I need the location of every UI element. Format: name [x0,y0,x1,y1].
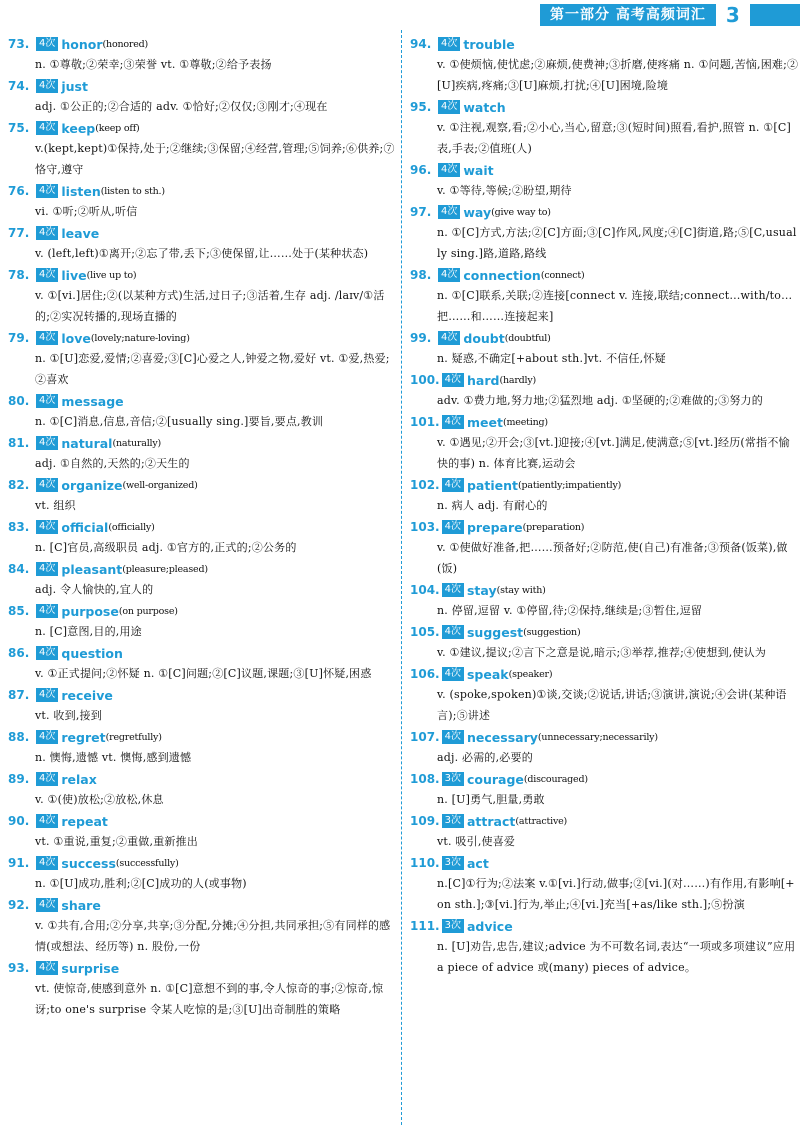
derivative-note: (naturally) [112,437,162,449]
definition: adj. ①自然的,天然的;②天生的 [35,457,190,470]
entry-number: 79. [8,331,30,345]
definition: v. ①使做好准备,把……预备好;②防范,使(自己)有准备;③预备(饭菜),做(饭) [437,541,788,575]
entry-number: 97. [410,205,432,219]
vocab-entry [8,118,398,180]
frequency-badge: 4次 [36,646,58,660]
entry-number: 73. [8,37,30,51]
entry-number: 82. [8,478,30,492]
entry-heading [410,202,800,222]
headword: courage [466,771,524,787]
entry-number: 85. [8,604,30,618]
entry-number: 78. [8,268,30,282]
frequency-badge: 4次 [36,520,58,534]
derivative-note: (honored) [102,38,149,50]
definition: v. ①共有,合用;②分享,共享;③分配,分摊;④分担,共同承担;⑤有同样的感情(或想法、经历等) n. 股份,一份 [35,919,391,953]
entry-number: 74. [8,79,30,93]
frequency-badge: 4次 [36,79,58,93]
headword: question [61,645,123,661]
frequency-badge: 4次 [442,373,464,387]
vocab-entry [410,34,800,96]
vocab-entry [410,916,800,978]
entry-number: 86. [8,646,30,660]
entry-number: 101. [410,415,440,429]
vocab-entry [410,328,800,369]
definition: n. ①[C]联系,关联;②连接[connect v. 连接,联结;connect…with/to…把……和……连接起来] [437,289,793,323]
definition: vt. ①重说,重复;②重做,重新推出 [35,835,198,848]
entry-heading [8,118,398,138]
headword: success [61,855,116,871]
entry-heading [8,958,398,978]
entry-number: 110. [410,856,440,870]
definition: n.[C]①行为;②法案 v.①[vi.]行动,做事;②[vi.](对……)有作用,有影响[+on sth.];③[vi.]行为,举止;④[vi.]充当[+as/like sth.];⑤扮演 [437,877,795,911]
vocab-entry [8,475,398,516]
entry-heading [8,643,398,663]
frequency-badge: 4次 [442,415,464,429]
entry-heading [410,328,800,348]
vocab-entry [8,265,398,327]
definition: v. ①注视,观察,看;②小心,当心,留意;③(短时间)照看,看护,照管 n. ①[C]表,手表;②值班(人) [437,121,791,155]
definition: n. 停留,逗留 v. ①停留,待;②保持,继续是;③暂住,逗留 [437,604,703,617]
definition: vt. 吸引,使喜爱 [437,835,516,848]
entry-number: 90. [8,814,30,828]
headword: repeat [61,813,108,829]
vocab-entry [410,370,800,411]
vocab-entry [410,622,800,663]
frequency-badge: 4次 [36,37,58,51]
frequency-badge: 4次 [36,730,58,744]
vocab-entry [410,769,800,810]
derivative-note: (meeting) [502,416,548,428]
headword: advice [466,918,513,934]
headword: wait [463,162,494,178]
frequency-badge: 4次 [36,562,58,576]
entry-number: 87. [8,688,30,702]
vocab-entry [8,958,398,1020]
entry-number: 80. [8,394,30,408]
vocab-entry [410,727,800,768]
definition: n. ①[C]方式,方法;②[C]方面;③[C]作风,风度;④[C]街道,路;⑤[C,usually sing.]路,道路,路线 [437,226,797,260]
derivative-note: (suggestion) [523,626,581,638]
entry-heading [8,391,398,411]
definition: vt. 使惊奇,使感到意外 n. ①[C]意想不到的事,令人惊奇的事;②惊奇,惊讶;to one's surprise 令某人吃惊的是;③[U]出奇制胜的策略 [35,982,384,1016]
entry-number: 99. [410,331,432,345]
frequency-badge: 4次 [36,394,58,408]
frequency-badge: 4次 [36,604,58,618]
definition: n. [U]勇气,胆量,勇敢 [437,793,545,806]
left-column [8,34,398,1021]
frequency-badge: 4次 [438,163,460,177]
entry-number: 89. [8,772,30,786]
definition: v. ①(使)放松;②放松,休息 [35,793,164,806]
entry-number: 75. [8,121,30,135]
headword: organize [61,477,123,493]
entry-heading [8,433,398,453]
entry-number: 111. [410,919,440,933]
page-number: 3 [725,3,740,27]
headword: necessary [466,729,538,745]
derivative-note: (live up to) [86,269,137,281]
headword: act [466,855,489,871]
frequency-badge: 4次 [36,688,58,702]
entry-heading [410,412,800,432]
vocab-entry [8,391,398,432]
entry-heading [410,727,800,747]
headword: honor [61,36,103,52]
derivative-note: (preparation) [522,521,585,533]
frequency-badge: 4次 [442,667,464,681]
derivative-note: (successfully) [115,857,179,869]
frequency-badge: 4次 [36,856,58,870]
entry-number: 106. [410,667,440,681]
vocab-entry [410,202,800,264]
entry-number: 92. [8,898,30,912]
definition: n. [C]意图,目的,用途 [35,625,142,638]
entry-number: 100. [410,373,440,387]
entry-heading [8,181,398,201]
derivative-note: (lovely;nature-loving) [90,332,190,344]
vocab-entry [8,811,398,852]
vocab-entry [8,769,398,810]
entry-number: 95. [410,100,432,114]
derivative-note: (pleasure;pleased) [122,563,208,575]
entry-number: 88. [8,730,30,744]
entry-heading [410,34,800,54]
vocab-entry [8,685,398,726]
definition: n. ①[U]成功,胜利;②[C]成功的人(或事物) [35,877,247,890]
definition: v.(kept,kept)①保持,处于;②继续;③保留;④经营,管理;⑤饲养;⑥供养;⑦恪守,遵守 [35,142,395,176]
derivative-note: (stay with) [496,584,546,596]
entry-number: 84. [8,562,30,576]
frequency-badge: 4次 [438,205,460,219]
entry-heading [8,853,398,873]
entry-heading [8,727,398,747]
derivative-note: (officially) [108,521,155,533]
derivative-note: (attractive) [515,815,568,827]
frequency-badge: 4次 [36,184,58,198]
headword: just [61,78,88,94]
definition: n. ①[U]恋爱,爱情;②喜爱;③[C]心爱之人,钟爱之物,爱好 vt. ①爱,热爱;②喜欢 [35,352,390,386]
entry-number: 103. [410,520,440,534]
entry-number: 107. [410,730,440,744]
entry-heading [8,559,398,579]
entry-heading [410,811,800,831]
definition: n. 疑惑,不确定[+about sth.]vt. 不信任,怀疑 [437,352,666,365]
derivative-note: (give way to) [491,206,551,218]
entry-heading [410,517,800,537]
headword: share [61,897,101,913]
frequency-badge: 4次 [36,226,58,240]
definition: n. ①尊敬;②荣幸;③荣誉 vt. ①尊敬;②给予表扬 [35,58,272,71]
definition: v. ①建议,提议;②言下之意是说,暗示;③举荐,推荐;④使想到,使认为 [437,646,767,659]
headword: patient [466,477,518,493]
headword: suggest [466,624,524,640]
frequency-badge: 4次 [442,583,464,597]
entry-number: 81. [8,436,30,450]
frequency-badge: 4次 [36,814,58,828]
vocab-entry [8,643,398,684]
headword: stay [466,582,497,598]
entry-number: 94. [410,37,432,51]
frequency-badge: 4次 [36,478,58,492]
frequency-badge: 4次 [438,37,460,51]
vocab-entry [410,97,800,159]
derivative-note: (well-organized) [122,479,198,491]
headword: keep [61,120,96,136]
derivative-note: (patiently;impatiently) [517,479,622,491]
headword: love [61,330,91,346]
headword: official [61,519,109,535]
headword: trouble [463,36,515,52]
vocab-entry [410,412,800,474]
vocab-entry [8,853,398,894]
headword: speak [466,666,509,682]
entry-heading [410,853,800,873]
frequency-badge: 4次 [36,268,58,282]
entry-number: 104. [410,583,440,597]
frequency-badge: 4次 [442,478,464,492]
definition: v. (spoke,spoken)①谈,交谈;②说话,讲话;③演讲,演说;④会讲(某种语言);⑤讲述 [437,688,787,722]
vocab-entry [8,895,398,957]
frequency-badge: 4次 [438,100,460,114]
definition: v. (left,left)①离开;②忘了带,丢下;③使保留,让……处于(某种状态) [35,247,369,260]
frequency-badge: 4次 [36,961,58,975]
definition: adv. ①费力地,努力地;②猛烈地 adj. ①坚硬的;②难做的;③努力的 [437,394,763,407]
definition: adj. 令人愉快的,宜人的 [35,583,154,596]
entry-heading [410,265,800,285]
derivative-note: (connect) [540,269,585,281]
headword: live [61,267,87,283]
definition: v. ①遇见;②开会;③[vt.]迎接;④[vt.]满足,使满意;⑤[vt.]经历(常指不愉快的事) n. 体育比赛,运动会 [437,436,790,470]
vocab-entry [410,475,800,516]
entry-number: 93. [8,961,30,975]
vocab-entry [410,811,800,852]
definition: n. 懊悔,遗憾 vt. 懊悔,感到遗憾 [35,751,192,764]
entry-number: 76. [8,184,30,198]
derivative-note: (listen to sth.) [100,185,165,197]
vocab-entry [8,181,398,222]
frequency-badge: 4次 [36,772,58,786]
headword: way [463,204,492,220]
vocab-entry [8,601,398,642]
entry-heading [8,601,398,621]
entry-heading [410,97,800,117]
definition: v. ①使烦恼,使忧虑;②麻烦,使费神;③折磨,使疼痛 n. ①问题,苦恼,困难;②[U]疾病,疼痛;③[U]麻烦,打扰;④[U]困境,险境 [437,58,799,92]
headword: relax [61,771,97,787]
frequency-badge: 4次 [438,268,460,282]
frequency-badge: 4次 [438,331,460,345]
entry-number: 91. [8,856,30,870]
definition: n. 病人 adj. 有耐心的 [437,499,548,512]
frequency-badge: 3次 [442,856,464,870]
vocab-entry [410,580,800,621]
headword: receive [61,687,113,703]
definition: n. [U]劝告,忠告,建议;advice 为不可数名词,表达“一项或多项建议”应用 a piece of advice 或(many) pieces of advice。 [437,940,796,974]
entry-number: 105. [410,625,440,639]
headword: prepare [466,519,523,535]
entry-heading [410,160,800,180]
definition: n. ①[C]消息,信息,音信;②[usually sing.]要旨,要点,教训 [35,415,324,428]
definition: v. ①正式提问;②怀疑 n. ①[C]问题;②[C]议题,课题;③[U]怀疑,困惑 [35,667,372,680]
vocab-entry [410,160,800,201]
entry-heading [410,475,800,495]
vocab-entry [8,328,398,390]
headword: leave [61,225,100,241]
frequency-badge: 4次 [442,730,464,744]
definition: adj. ①公正的;②合适的 adv. ①恰好;②仅仅;③刚才;④现在 [35,100,328,113]
frequency-badge: 4次 [36,436,58,450]
frequency-badge: 4次 [442,520,464,534]
entry-heading [410,370,800,390]
entry-number: 109. [410,814,440,828]
derivative-note: (doubtful) [504,332,551,344]
derivative-note: (regretfully) [105,731,162,743]
column-divider [401,30,402,1125]
vocab-entry [8,727,398,768]
vocab-entry [8,223,398,264]
header-bar [750,4,800,26]
entry-heading [8,223,398,243]
vocab-entry [8,34,398,75]
vocab-entry [410,853,800,915]
entry-number: 77. [8,226,30,240]
entry-number: 102. [410,478,440,492]
headword: watch [463,99,506,115]
headword: surprise [61,960,120,976]
derivative-note: (unnecessary;necessarily) [537,731,658,743]
frequency-badge: 3次 [442,772,464,786]
entry-heading [410,622,800,642]
vocab-entry [8,559,398,600]
headword: doubt [463,330,505,346]
derivative-note: (discouraged) [523,773,588,785]
derivative-note: (keep off) [95,122,140,134]
derivative-note: (speaker) [508,668,553,680]
frequency-badge: 3次 [442,919,464,933]
entry-heading [8,34,398,54]
entry-heading [8,685,398,705]
headword: purpose [61,603,119,619]
vocab-entry [410,664,800,726]
entry-number: 98. [410,268,432,282]
headword: message [61,393,124,409]
entry-heading [8,517,398,537]
page-header [540,3,800,27]
definition: vt. 收到,接到 [35,709,102,722]
headword: attract [466,813,516,829]
definition: vt. 组织 [35,499,76,512]
vocab-entry [8,76,398,117]
entry-heading [8,895,398,915]
entry-heading [8,265,398,285]
frequency-badge: 4次 [442,625,464,639]
entry-heading [410,916,800,936]
frequency-badge: 4次 [36,331,58,345]
definition: n. [C]官员,高级职员 adj. ①官方的,正式的;②公务的 [35,541,297,554]
entry-number: 96. [410,163,432,177]
headword: connection [463,267,541,283]
definition: adj. 必需的,必要的 [437,751,533,764]
entry-number: 108. [410,772,440,786]
vocab-entry [8,433,398,474]
vocab-entry [410,265,800,327]
frequency-badge: 3次 [442,814,464,828]
frequency-badge: 4次 [36,898,58,912]
section-title: 第一部分 高考高频词汇 [540,4,716,26]
entry-heading [8,328,398,348]
headword: regret [61,729,106,745]
headword: pleasant [61,561,123,577]
entry-heading [8,475,398,495]
derivative-note: (on purpose) [118,605,178,617]
entry-heading [410,769,800,789]
entry-heading [8,769,398,789]
headword: natural [61,435,113,451]
frequency-badge: 4次 [36,121,58,135]
right-column [410,34,800,979]
entry-number: 83. [8,520,30,534]
entry-heading [410,664,800,684]
headword: listen [61,183,101,199]
definition: v. ①[vi.]居住;②(以某种方式)生活,过日子;③活着,生存 adj. /laɪv/①活的;②实况转播的,现场直播的 [35,289,385,323]
definition: vi. ①听;②听从,听信 [35,205,138,218]
entry-heading [410,580,800,600]
headword: hard [466,372,500,388]
vocab-entry [410,517,800,579]
entry-heading [8,811,398,831]
vocab-entry [8,517,398,558]
headword: meet [466,414,503,430]
entry-heading [8,76,398,96]
definition: v. ①等待,等候;②盼望,期待 [437,184,572,197]
derivative-note: (hardly) [499,374,537,386]
